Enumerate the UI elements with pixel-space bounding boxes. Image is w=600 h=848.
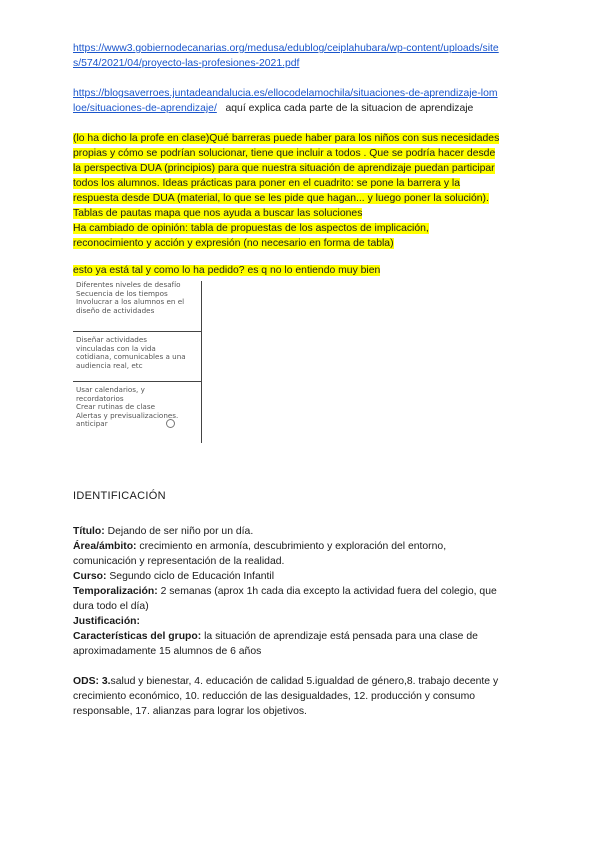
link-block-2 (73, 86, 543, 116)
link-andalucia-line1[interactable]: https://blogsaverroes.juntadeandalucia.es/ellocodelamochila/situaciones-de-aprendizaje-lom (73, 88, 498, 99)
link-canarias-line1[interactable]: https://www3.gobiernodecanarias.org/medusa/edublog/ceiplahubara/wp-content/uploads/site (73, 43, 499, 54)
area-row (73, 539, 543, 569)
ods-value-1: salud y bienestar, 4. educación de calidad 5.igualdad de género,8. trabajo decente y (110, 676, 499, 687)
link-note: aquí explica cada parte de la situacion de aprendizaje (225, 103, 474, 114)
snippet-text: anticipar (76, 419, 108, 429)
note-line-6: Tablas de pautas mapa que nos ayuda a buscar las soluciones (73, 208, 363, 219)
note-line-2: propias y cómo se podrían solucionar, tiene que incluir a todos . Que se podría hacer desde (73, 148, 496, 159)
titulo-row (73, 524, 543, 539)
snippet-text: Diferentes niveles de desafío (76, 280, 181, 289)
caracteristicas-label: Características del grupo: (73, 631, 202, 642)
snippet-text: Crear rutinas de clase (76, 402, 155, 412)
area-label: Área/ámbito: (73, 541, 137, 552)
curso-label: Curso: (73, 571, 107, 582)
snippet-text: Usar calendarios, y (76, 385, 145, 394)
link-block-1 (73, 41, 533, 71)
snippet-text: Involucrar a los alumnos en el (76, 297, 185, 307)
note-line-8: reconocimiento y acción y expresión (no necesario en forma de tabla) (73, 238, 394, 249)
snippet-text: Alertas y previsualizaciones. (76, 410, 179, 420)
note-line-1: (lo ha dicho la profe en clase)Qué barreras puede haber para los niños con sus necesidades (73, 133, 500, 144)
temporalizacion-value-1: 2 semanas (aprox 1h cada dia excepto la actividad fuera del colegio, que (157, 586, 497, 597)
section-heading-identificacion: IDENTIFICACIÓN (73, 490, 166, 502)
justificacion-label: Justificación: (73, 616, 140, 627)
curso-row (73, 569, 543, 584)
temporalizacion-value-2: dura todo el día) (73, 601, 149, 612)
note-line-4: todos los alumnos. Ideas prácticas para poner en el cuadrito: se pone la barrera y la (73, 178, 460, 189)
note-line-5: respuesta desde DUA (material, lo que se les pide que hagan... y luego poner la solución). (73, 193, 489, 204)
area-value-2: comunicación y representación de la realidad. (73, 556, 285, 567)
ods-label: ODS: 3. (73, 676, 111, 687)
snippet-text: Secuencia de los tiempos (76, 288, 168, 298)
question-text: esto ya está tal y como lo ha pedido? es q no lo entiendo muy bien (73, 265, 381, 276)
snippet-cell-1 (73, 281, 202, 331)
area-value-1: crecimiento en armonía, descubrimiento y exploración del entorno, (136, 541, 447, 552)
note-line-3: la perspectiva DUA (principios) para que nuestra situación de aprendizaje puedan participar (73, 163, 495, 174)
curso-value: Segundo ciclo de Educación Infantil (106, 571, 275, 582)
ods-value-3: responsable, 17. alianzas para lograr los objetivos. (73, 706, 307, 717)
question-line (73, 263, 533, 278)
temporalizacion-row (73, 584, 543, 614)
caracteristicas-value-2: aproximadamente 15 alumnos de 6 años (73, 646, 262, 657)
ods-block (73, 674, 543, 719)
snippet-cell-2 (73, 331, 202, 381)
titulo-value: Dejando de ser niño por un día. (104, 526, 254, 537)
snippet-text: diseño de actividades (76, 305, 155, 315)
snippet-cell-3 (73, 381, 202, 443)
caracteristicas-value-1: la situación de aprendizaje está pensada para una clase de (201, 631, 478, 642)
titulo-label: Título: (73, 526, 105, 537)
snippet-text: audiencia real, etc (76, 360, 143, 370)
justificacion-row (73, 614, 543, 629)
snippet-text: vinculadas con la vida (76, 343, 156, 353)
temporalizacion-label: Temporalización: (73, 586, 158, 597)
link-canarias-line2[interactable]: s/574/2021/04/proyecto-las-profesiones-2021.pdf (73, 58, 300, 69)
link-andalucia-line2[interactable]: loe/situaciones-de-aprendizaje/ (73, 103, 217, 114)
identificacion-body (73, 524, 543, 659)
note-line-7: Ha cambiado de opinión: tabla de propuestas de los aspectos de implicación, (73, 223, 429, 234)
snippet-text: cotidiana, comunicables a una (76, 352, 186, 362)
cursor-icon (166, 419, 175, 428)
highlighted-notes (73, 131, 543, 251)
snippet-text: Diseñar actividades (76, 335, 148, 344)
snippet-text: recordatorios (76, 393, 124, 403)
caracteristicas-row (73, 629, 543, 659)
ods-value-2: crecimiento económico, 10. reducción de las desigualdades, 12. producción y consumo (73, 691, 476, 702)
pasted-table-image (73, 281, 203, 443)
